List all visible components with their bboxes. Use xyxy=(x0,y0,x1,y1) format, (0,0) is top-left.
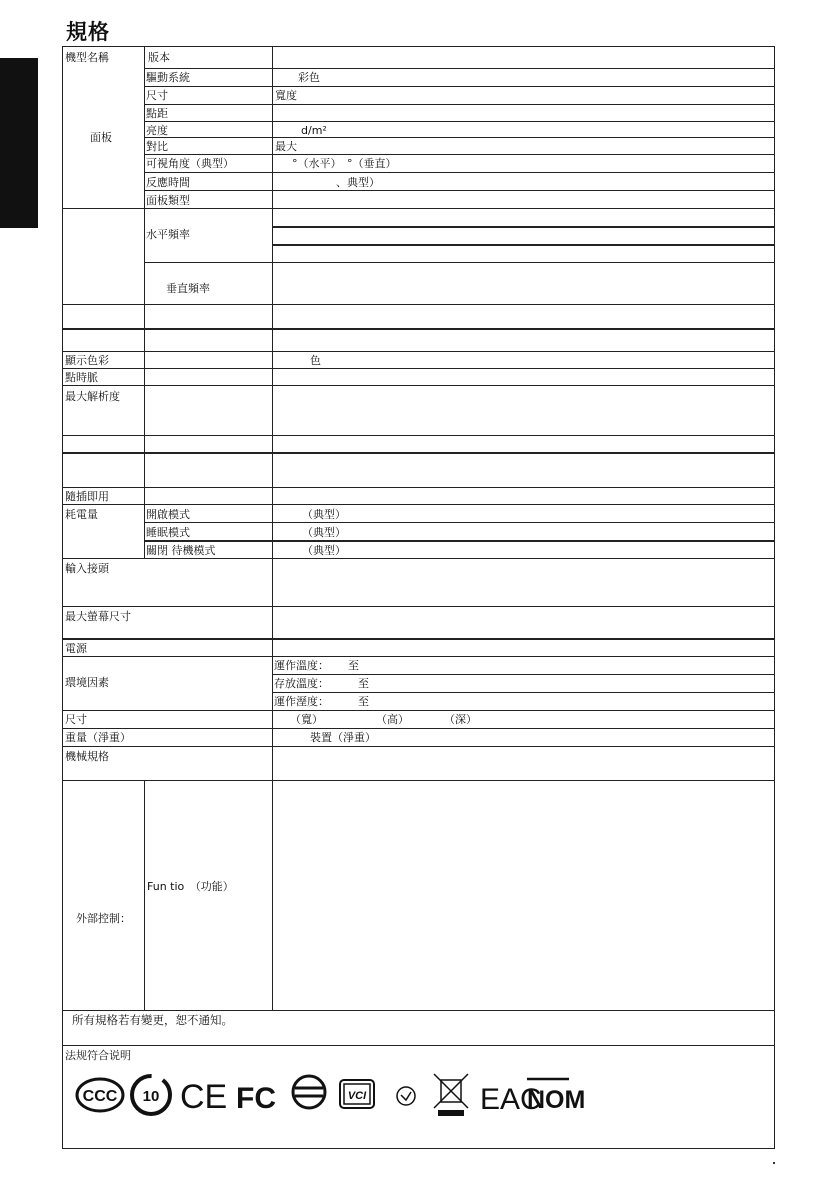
svg-text:CE: CE xyxy=(180,1078,228,1116)
svg-text:10: 10 xyxy=(142,1088,160,1105)
on-mode-value: （典型） xyxy=(302,508,346,521)
dimensions-label: 尺寸 xyxy=(65,713,87,726)
dimensions-depth: （深） xyxy=(444,713,477,726)
fcc-mark-icon xyxy=(236,1082,276,1115)
mechanical-label: 機械規格 xyxy=(65,750,109,763)
svg-text:EAC: EAC xyxy=(480,1083,542,1116)
weight-label: 重量（淨重） xyxy=(65,731,131,744)
max-screen-size-label: 最大螢幕尺寸 xyxy=(65,610,131,623)
disclaimer-note: 所有規格若有變更，恕不通知。 xyxy=(72,1013,233,1027)
certification-logos xyxy=(76,1072,586,1118)
compliance-title: 法规符合说明 xyxy=(65,1049,131,1062)
pixel-pitch-label: 點距 xyxy=(146,107,168,120)
eurasian-bsmi-icon xyxy=(293,1076,325,1108)
brightness-value: d/m² xyxy=(301,124,327,137)
panel-label: 面板 xyxy=(90,131,112,144)
svg-text:FC: FC xyxy=(236,1082,276,1115)
external-controls-label: 外部控制： xyxy=(76,912,131,925)
max-resolution-label: 最大解析度 xyxy=(65,390,120,403)
page-dot xyxy=(773,1162,775,1164)
ccc-mark-icon xyxy=(77,1079,123,1111)
weee-bin-icon xyxy=(434,1074,468,1116)
china-energy-icon xyxy=(397,1087,415,1105)
dot-clock-label: 點時脈 xyxy=(65,371,98,384)
dimensions-width: （寬） xyxy=(290,713,323,726)
response-time-value: 、典型） xyxy=(336,176,380,189)
power-consumption-label: 耗電量 xyxy=(65,508,98,521)
off-mode-label: 關閉 待機模式 xyxy=(146,544,216,557)
dimensions-height: （高） xyxy=(376,713,409,726)
sleep-mode-label: 睡眠模式 xyxy=(146,526,190,539)
model-name-label: 機型名稱 xyxy=(65,51,109,64)
input-connector-label: 輸入接頭 xyxy=(65,562,109,575)
display-colors-value: 色 xyxy=(310,354,321,367)
svg-text:CCC: CCC xyxy=(82,1088,118,1105)
side-tab-marker xyxy=(0,58,38,228)
ce-mark-icon xyxy=(180,1078,227,1116)
svg-text:VCI: VCI xyxy=(347,1090,367,1102)
panel-type-label: 面板類型 xyxy=(146,194,190,207)
op-humidity-to: 至 xyxy=(358,695,369,708)
op-humidity-label: 運作溼度： xyxy=(274,695,329,708)
version-label: 版本 xyxy=(148,51,170,64)
contrast-label: 對比 xyxy=(146,140,168,153)
storage-temp-to: 至 xyxy=(358,677,369,690)
size-value: 寬度 xyxy=(275,89,297,102)
sleep-mode-value: （典型） xyxy=(302,526,346,539)
function-label: Fun tio （功能） xyxy=(147,880,234,893)
brightness-label: 亮度 xyxy=(146,124,168,137)
display-colors-label: 顯示色彩 xyxy=(65,354,109,367)
china-rohs-10-icon xyxy=(132,1076,170,1114)
environment-label: 環境因素 xyxy=(65,676,109,689)
page-title: 規格 xyxy=(66,20,110,44)
off-mode-value: （典型） xyxy=(302,544,346,557)
vcci-mark-icon xyxy=(340,1080,374,1108)
storage-temp-label: 存放溫度： xyxy=(274,677,329,690)
v-freq-label: 垂直頻率 xyxy=(166,282,210,295)
svg-text:NOM: NOM xyxy=(527,1086,586,1114)
viewing-angle-value: °（水平） °（垂直） xyxy=(292,157,397,170)
plug-play-label: 隨插即用 xyxy=(65,490,109,503)
drive-system-value: 彩色 xyxy=(298,71,320,84)
on-mode-label: 開啟模式 xyxy=(146,508,190,521)
op-temp-label: 運作溫度： xyxy=(274,659,329,672)
response-time-label: 反應時間 xyxy=(146,176,190,189)
drive-system-label: 驅動系統 xyxy=(146,71,190,84)
h-freq-label: 水平頻率 xyxy=(146,228,190,241)
op-temp-to: 至 xyxy=(348,659,359,672)
power-source-label: 電源 xyxy=(65,642,87,655)
contrast-value: 最大 xyxy=(275,140,297,153)
size-label: 尺寸 xyxy=(146,89,168,102)
weight-value: 裝置（淨重） xyxy=(310,731,376,744)
viewing-angle-label: 可視角度（典型） xyxy=(146,157,234,170)
